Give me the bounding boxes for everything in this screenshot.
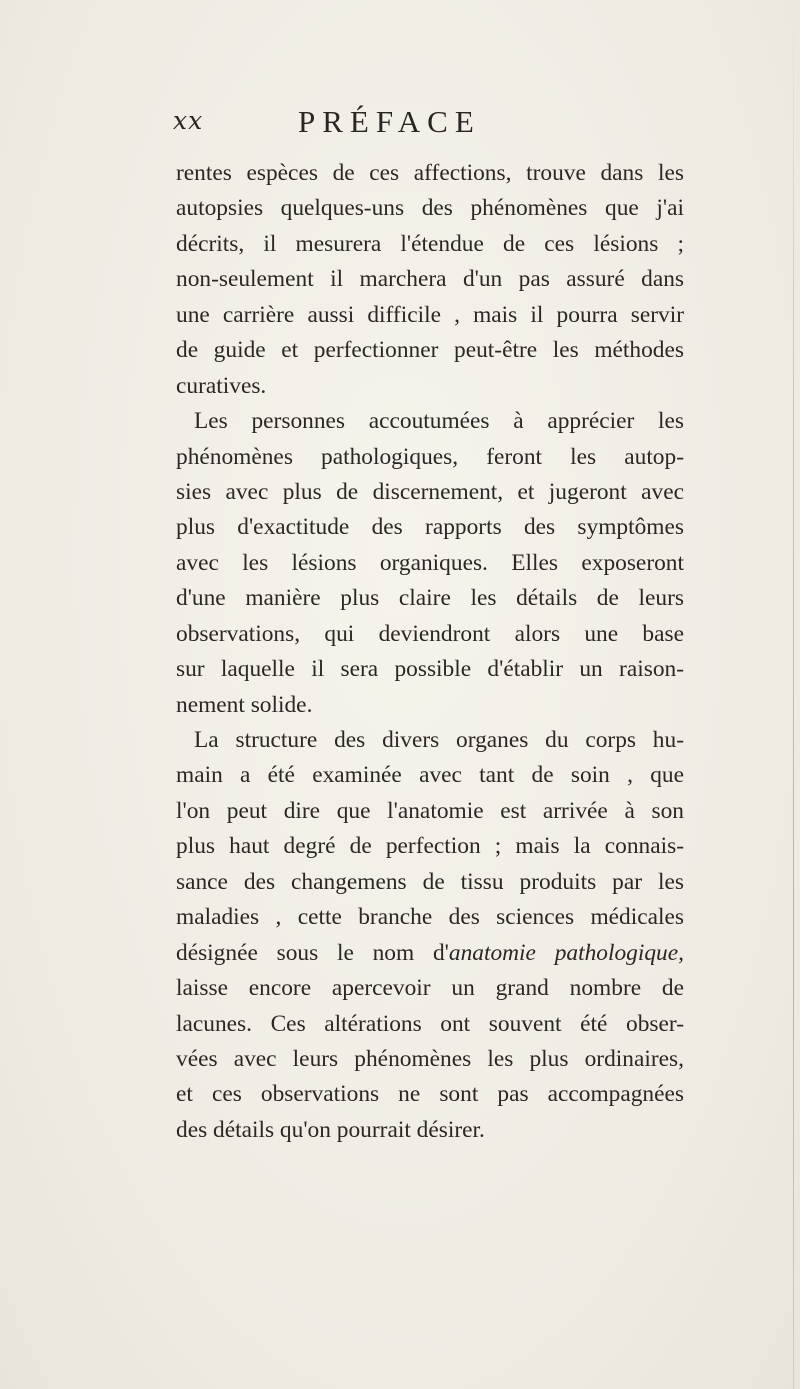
page-edge xyxy=(793,0,794,1389)
text-line: laisse encore apercevoir un grand nombre de xyxy=(176,975,684,1002)
text-line: une carrière aussi difficile , mais il pourra servir xyxy=(176,301,684,328)
text-line: de guide et perfectionner peut-être les méthodes xyxy=(176,337,684,364)
text-line: rentes espèces de ces affections, trouve dans les xyxy=(176,160,684,186)
text-segment: désignée sous le nom d' xyxy=(176,939,449,966)
text-line: autopsies quelques-uns des phénomènes que j'ai xyxy=(176,195,684,222)
text-line: vées avec leurs phénomènes les plus ordinaires, xyxy=(176,1045,684,1072)
page-header xyxy=(173,104,693,144)
text-line: maladies , cette branche des sciences médicales xyxy=(176,904,684,931)
text-line: non-seulement il marchera d'un pas assuré dans xyxy=(176,266,684,293)
text-line: La structure des divers organes du corps hu- xyxy=(194,727,684,753)
text-line-with-italic xyxy=(176,936,684,971)
running-title: PRÉFACE xyxy=(298,104,481,139)
text-line: sies avec plus de discernement, et jugeront avec xyxy=(176,478,684,505)
text-line: plus d'exactitude des rapports des symptômes xyxy=(176,514,684,541)
text-line: main a été examinée avec tant de soin , que xyxy=(176,762,684,789)
text-line: sance des changemens de tissu produits par les xyxy=(176,868,684,895)
text-line: observations, qui deviendront alors une base xyxy=(176,620,684,647)
text-line: curatives. xyxy=(176,372,267,399)
italic-term: anatomie pathologique, xyxy=(448,939,684,966)
text-line: des détails qu'on pourrait désirer. xyxy=(176,1116,485,1143)
text-line: phénomènes pathologiques, feront les autop- xyxy=(176,443,684,470)
page-number: xx xyxy=(173,106,204,135)
text-line: nement solide. xyxy=(176,691,313,718)
text-line: et ces observations ne sont pas accompagnées xyxy=(176,1081,684,1108)
text-line: d'une manière plus claire les détails de leurs xyxy=(176,585,684,612)
text-line: décrits, il mesurera l'étendue de ces lésions ; xyxy=(176,230,684,257)
text-line: plus haut degré de perfection ; mais la connais- xyxy=(176,833,684,860)
text-line: lacunes. Ces altérations ont souvent été obser- xyxy=(176,1010,684,1037)
text-line: sur laquelle il sera possible d'établir un raison- xyxy=(176,656,684,683)
body-text xyxy=(176,156,684,1148)
text-line: l'on peut dire que l'anatomie est arrivée à son xyxy=(176,797,684,824)
text-line: Les personnes accoutumées à apprécier les xyxy=(194,408,684,435)
text-line: avec les lésions organiques. Elles exposeront xyxy=(176,549,684,576)
